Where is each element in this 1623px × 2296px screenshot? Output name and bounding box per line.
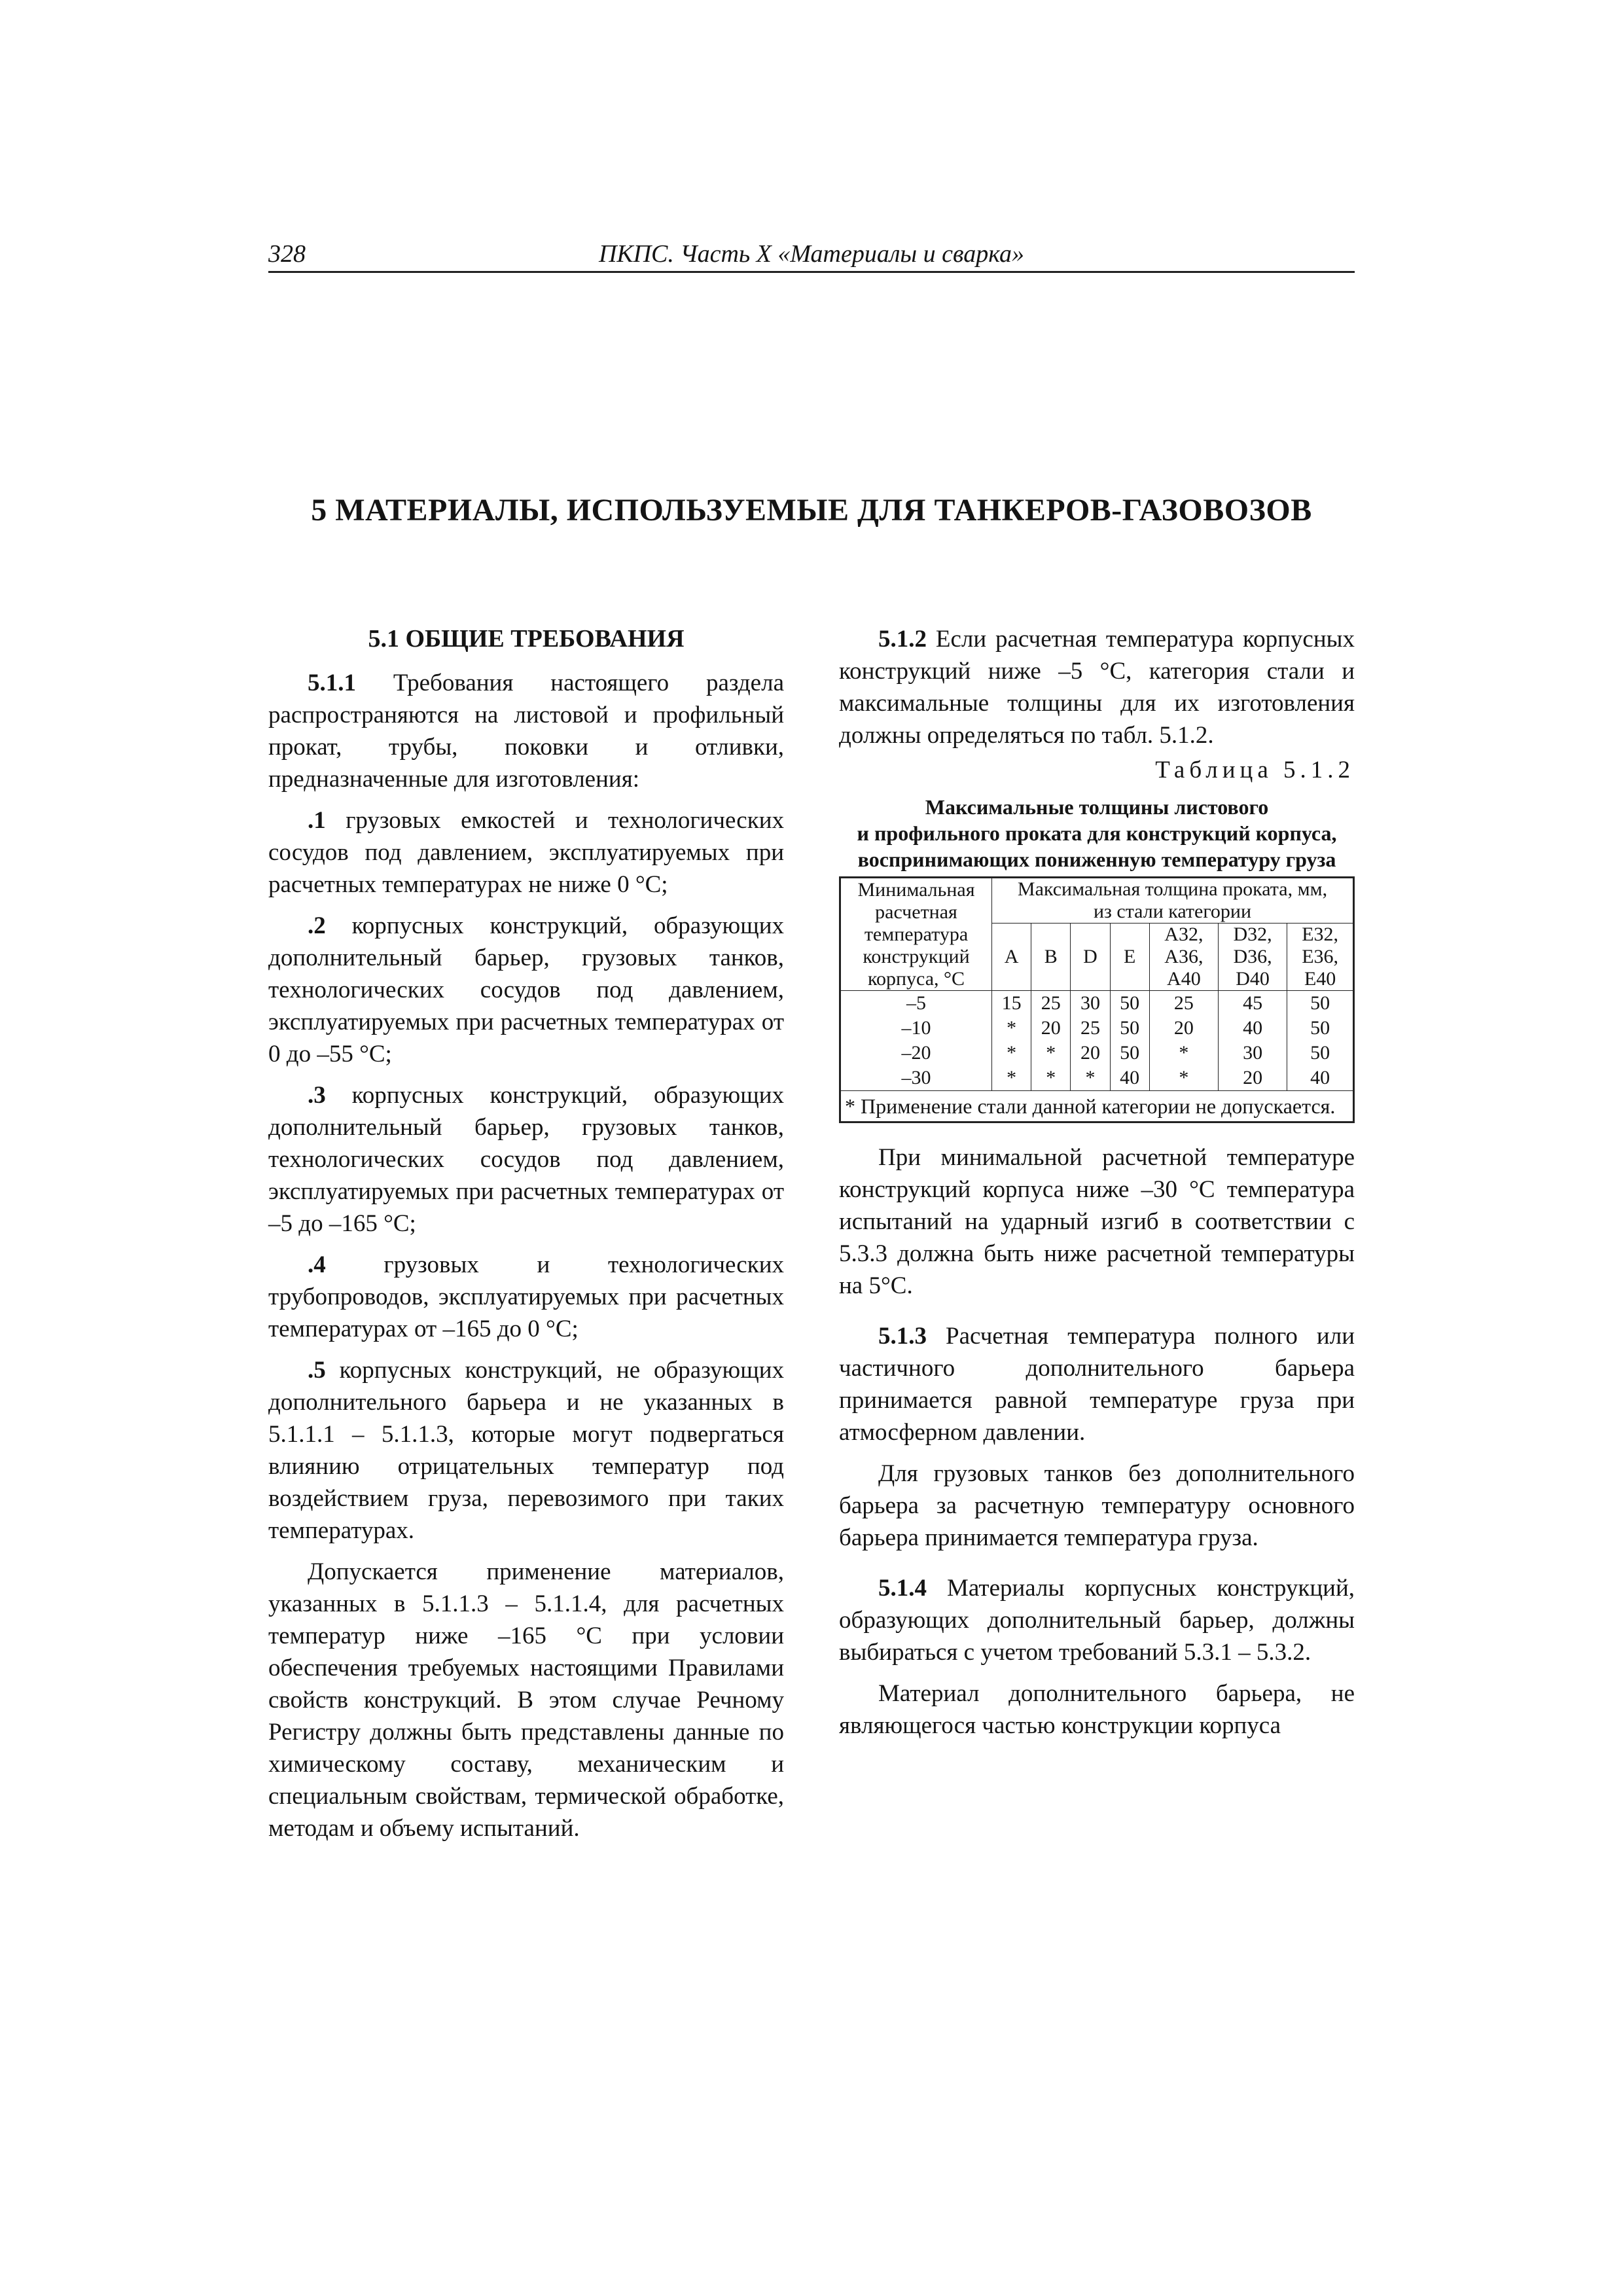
cell: 25	[1149, 991, 1218, 1016]
cell: 50	[1110, 1016, 1149, 1041]
category-header: E	[1110, 924, 1149, 991]
paragraph-barrier-material: Материал дополнительного барьера, не являющегося частью конструкции корпуса	[839, 1680, 1355, 1739]
header-line: Максимальная толщина проката, мм,	[1017, 878, 1328, 900]
paragraph-text: Если расчетная температура корпусных конструкций ниже –5 °С, категория стали и максимальные толщины для их изготовления должны определяться по табл. 5.1.2.	[839, 626, 1355, 749]
table-footnote: * Применение стали данной категории не допускается.	[840, 1091, 1354, 1122]
clause-number: 5.1.3	[878, 1323, 927, 1350]
cell: 25	[1071, 1016, 1110, 1041]
cell: 20	[1149, 1016, 1218, 1041]
cell: 40	[1218, 1016, 1287, 1041]
section-title: 5.1 ОБЩИЕ ТРЕБОВАНИЯ	[368, 625, 685, 653]
cell: 30	[1071, 991, 1110, 1016]
category-line: A36,	[1164, 946, 1204, 967]
category-header	[1218, 924, 1287, 991]
category-header	[1287, 924, 1354, 991]
cell: 25	[1031, 991, 1071, 1016]
cell: 45	[1218, 991, 1287, 1016]
cell: 15	[992, 991, 1031, 1016]
paragraph-main-barrier: Для грузовых танков без дополнительного барьера за расчетную температуру основного барьера принимается температура груза.	[839, 1460, 1355, 1551]
paragraph-text: Расчетная температура полного или частичного дополнительного барьера принимается равной температуре груза при атмосферном давлении.	[839, 1323, 1355, 1446]
category-line: D40	[1236, 968, 1270, 990]
list-item-4	[268, 1249, 784, 1345]
thickness-table	[839, 876, 1355, 1123]
paragraph-5-1-1	[268, 667, 784, 795]
cell: *	[992, 1041, 1031, 1066]
header-line: корпуса, °С	[867, 967, 965, 990]
caption-line: воспринимающих пониженную температуру груза	[857, 848, 1336, 871]
cell: *	[1031, 1041, 1071, 1066]
cell: 50	[1287, 991, 1354, 1016]
cell: *	[1071, 1066, 1110, 1091]
cell: 50	[1110, 1041, 1149, 1066]
table-row	[840, 1041, 1354, 1066]
list-item-3	[268, 1079, 784, 1240]
cell: *	[1149, 1041, 1218, 1066]
clause-number: 5.1.1	[308, 670, 356, 696]
item-number: .4	[308, 1251, 326, 1278]
running-title: ПКПС. Часть X «Материалы и сварка»	[598, 240, 1025, 268]
running-header	[268, 237, 1355, 273]
cell: *	[1031, 1066, 1071, 1091]
header-line: из стали категории	[1093, 901, 1252, 922]
category-header: B	[1031, 924, 1071, 991]
item-text: корпусных конструкций, образующих дополнительный барьер, грузовых танков, технологических сосудов под давлением, эксплуатируемых при расчетных температурах от 0 до –55 °С;	[268, 912, 784, 1067]
paragraph-text: Материалы корпусных конструкций, образующих дополнительный барьер, должны выбираться с учетом требований 5.3.1 – 5.3.2.	[839, 1575, 1355, 1666]
chapter-title: 5 МАТЕРИАЛЫ, ИСПОЛЬЗУЕМЫЕ ДЛЯ ТАНКЕРОВ-ГАЗОВОЗОВ	[311, 493, 1312, 528]
table-row	[840, 1066, 1354, 1091]
caption-line: и профильного проката для конструкций корпуса,	[857, 821, 1337, 845]
cell: *	[992, 1066, 1031, 1091]
item-text: корпусных конструкций, образующих дополнительный барьер, грузовых танков, технологических сосудов под давлением, эксплуатируемых при расчетных температурах от –5 до –165 °С;	[268, 1082, 784, 1237]
cell: *	[992, 1016, 1031, 1041]
table-label: Таблица 5.1.2	[1155, 757, 1355, 783]
cell: 50	[1287, 1016, 1354, 1041]
cell-temperature: –10	[840, 1016, 992, 1041]
category-header: D	[1071, 924, 1110, 991]
category-line: D36,	[1233, 946, 1272, 967]
paragraph-5-1-2	[839, 623, 1355, 751]
header-line: Минимальная	[857, 878, 975, 901]
cell-temperature: –5	[840, 991, 992, 1016]
category-line: A32,	[1164, 924, 1204, 945]
item-text: грузовых емкостей и технологических сосудов под давлением, эксплуатируемых при расчетных температурах не ниже 0 °С;	[268, 807, 784, 898]
cell: 50	[1287, 1041, 1354, 1066]
item-text: грузовых и технологических трубопроводов, эксплуатируемых при расчетных температурах от –165 до 0 °С;	[268, 1251, 784, 1342]
cell-temperature: –20	[840, 1041, 992, 1066]
right-column	[839, 623, 1355, 1742]
item-number: .5	[308, 1357, 326, 1384]
table-header-temperature	[840, 878, 992, 991]
page-number: 328	[268, 240, 306, 268]
category-header	[1149, 924, 1218, 991]
category-line: E36,	[1302, 946, 1339, 967]
clause-number: 5.1.4	[878, 1575, 927, 1602]
table-row	[840, 1016, 1354, 1041]
item-number: .3	[308, 1082, 326, 1109]
table-row	[840, 991, 1354, 1016]
item-number: .1	[308, 807, 326, 834]
header-line: расчетная	[875, 901, 957, 923]
cell: 40	[1287, 1066, 1354, 1091]
cell: 50	[1110, 991, 1149, 1016]
cell: 40	[1110, 1066, 1149, 1091]
category-header: A	[992, 924, 1031, 991]
item-number: .2	[308, 912, 326, 939]
paragraph-impact-test: При минимальной расчетной температуре конструкций корпуса ниже –30 °С температура испытаний на ударный изгиб в соответствии с 5.3.3 должна быть ниже расчетной температуры на 5°С.	[839, 1144, 1355, 1299]
list-item-5	[268, 1354, 784, 1547]
paragraph-5-1-4	[839, 1572, 1355, 1668]
category-line: E32,	[1302, 924, 1339, 945]
cell: 30	[1218, 1041, 1287, 1066]
category-line: E40	[1304, 968, 1336, 990]
cell: 20	[1031, 1016, 1071, 1041]
table-caption	[839, 794, 1355, 872]
caption-line: Максимальные толщины листового	[925, 795, 1269, 819]
cell: *	[1149, 1066, 1218, 1091]
item-text: корпусных конструкций, не образующих дополнительного барьера и не указанных в 5.1.1.1 – 5.1.1.3, которые могут подвергаться влиянию отрицательных температур под воздействием груза, перевозимого при таких температурах.	[268, 1357, 784, 1544]
cell: 20	[1218, 1066, 1287, 1091]
table-header-thickness	[992, 878, 1354, 924]
paragraph-permission: Допускается применение материалов, указанных в 5.1.1.3 – 5.1.1.4, для расчетных температур ниже –165 °С при условии обеспечения требуемых настоящими Правилами свойств конструкций. В этом случае Речному Регистру должны быть представлены данные по химическому составу, механическим и специальным свойствам, термической обработке, методам и объему испытаний.	[268, 1558, 784, 1842]
paragraph-text: Требования настоящего раздела распространяются на листовой и профильный прокат, трубы, поковки и отливки, предназначенные для изготовления:	[268, 670, 784, 793]
category-line: D32,	[1233, 924, 1272, 945]
header-line: конструкций	[863, 945, 970, 967]
clause-number: 5.1.2	[878, 626, 927, 653]
cell-temperature: –30	[840, 1066, 992, 1091]
cell: 20	[1071, 1041, 1110, 1066]
list-item-2	[268, 910, 784, 1070]
list-item-1	[268, 804, 784, 901]
paragraph-5-1-3	[839, 1320, 1355, 1448]
header-line: температура	[864, 923, 969, 945]
category-line: A40	[1167, 968, 1201, 990]
left-column	[268, 623, 784, 1844]
